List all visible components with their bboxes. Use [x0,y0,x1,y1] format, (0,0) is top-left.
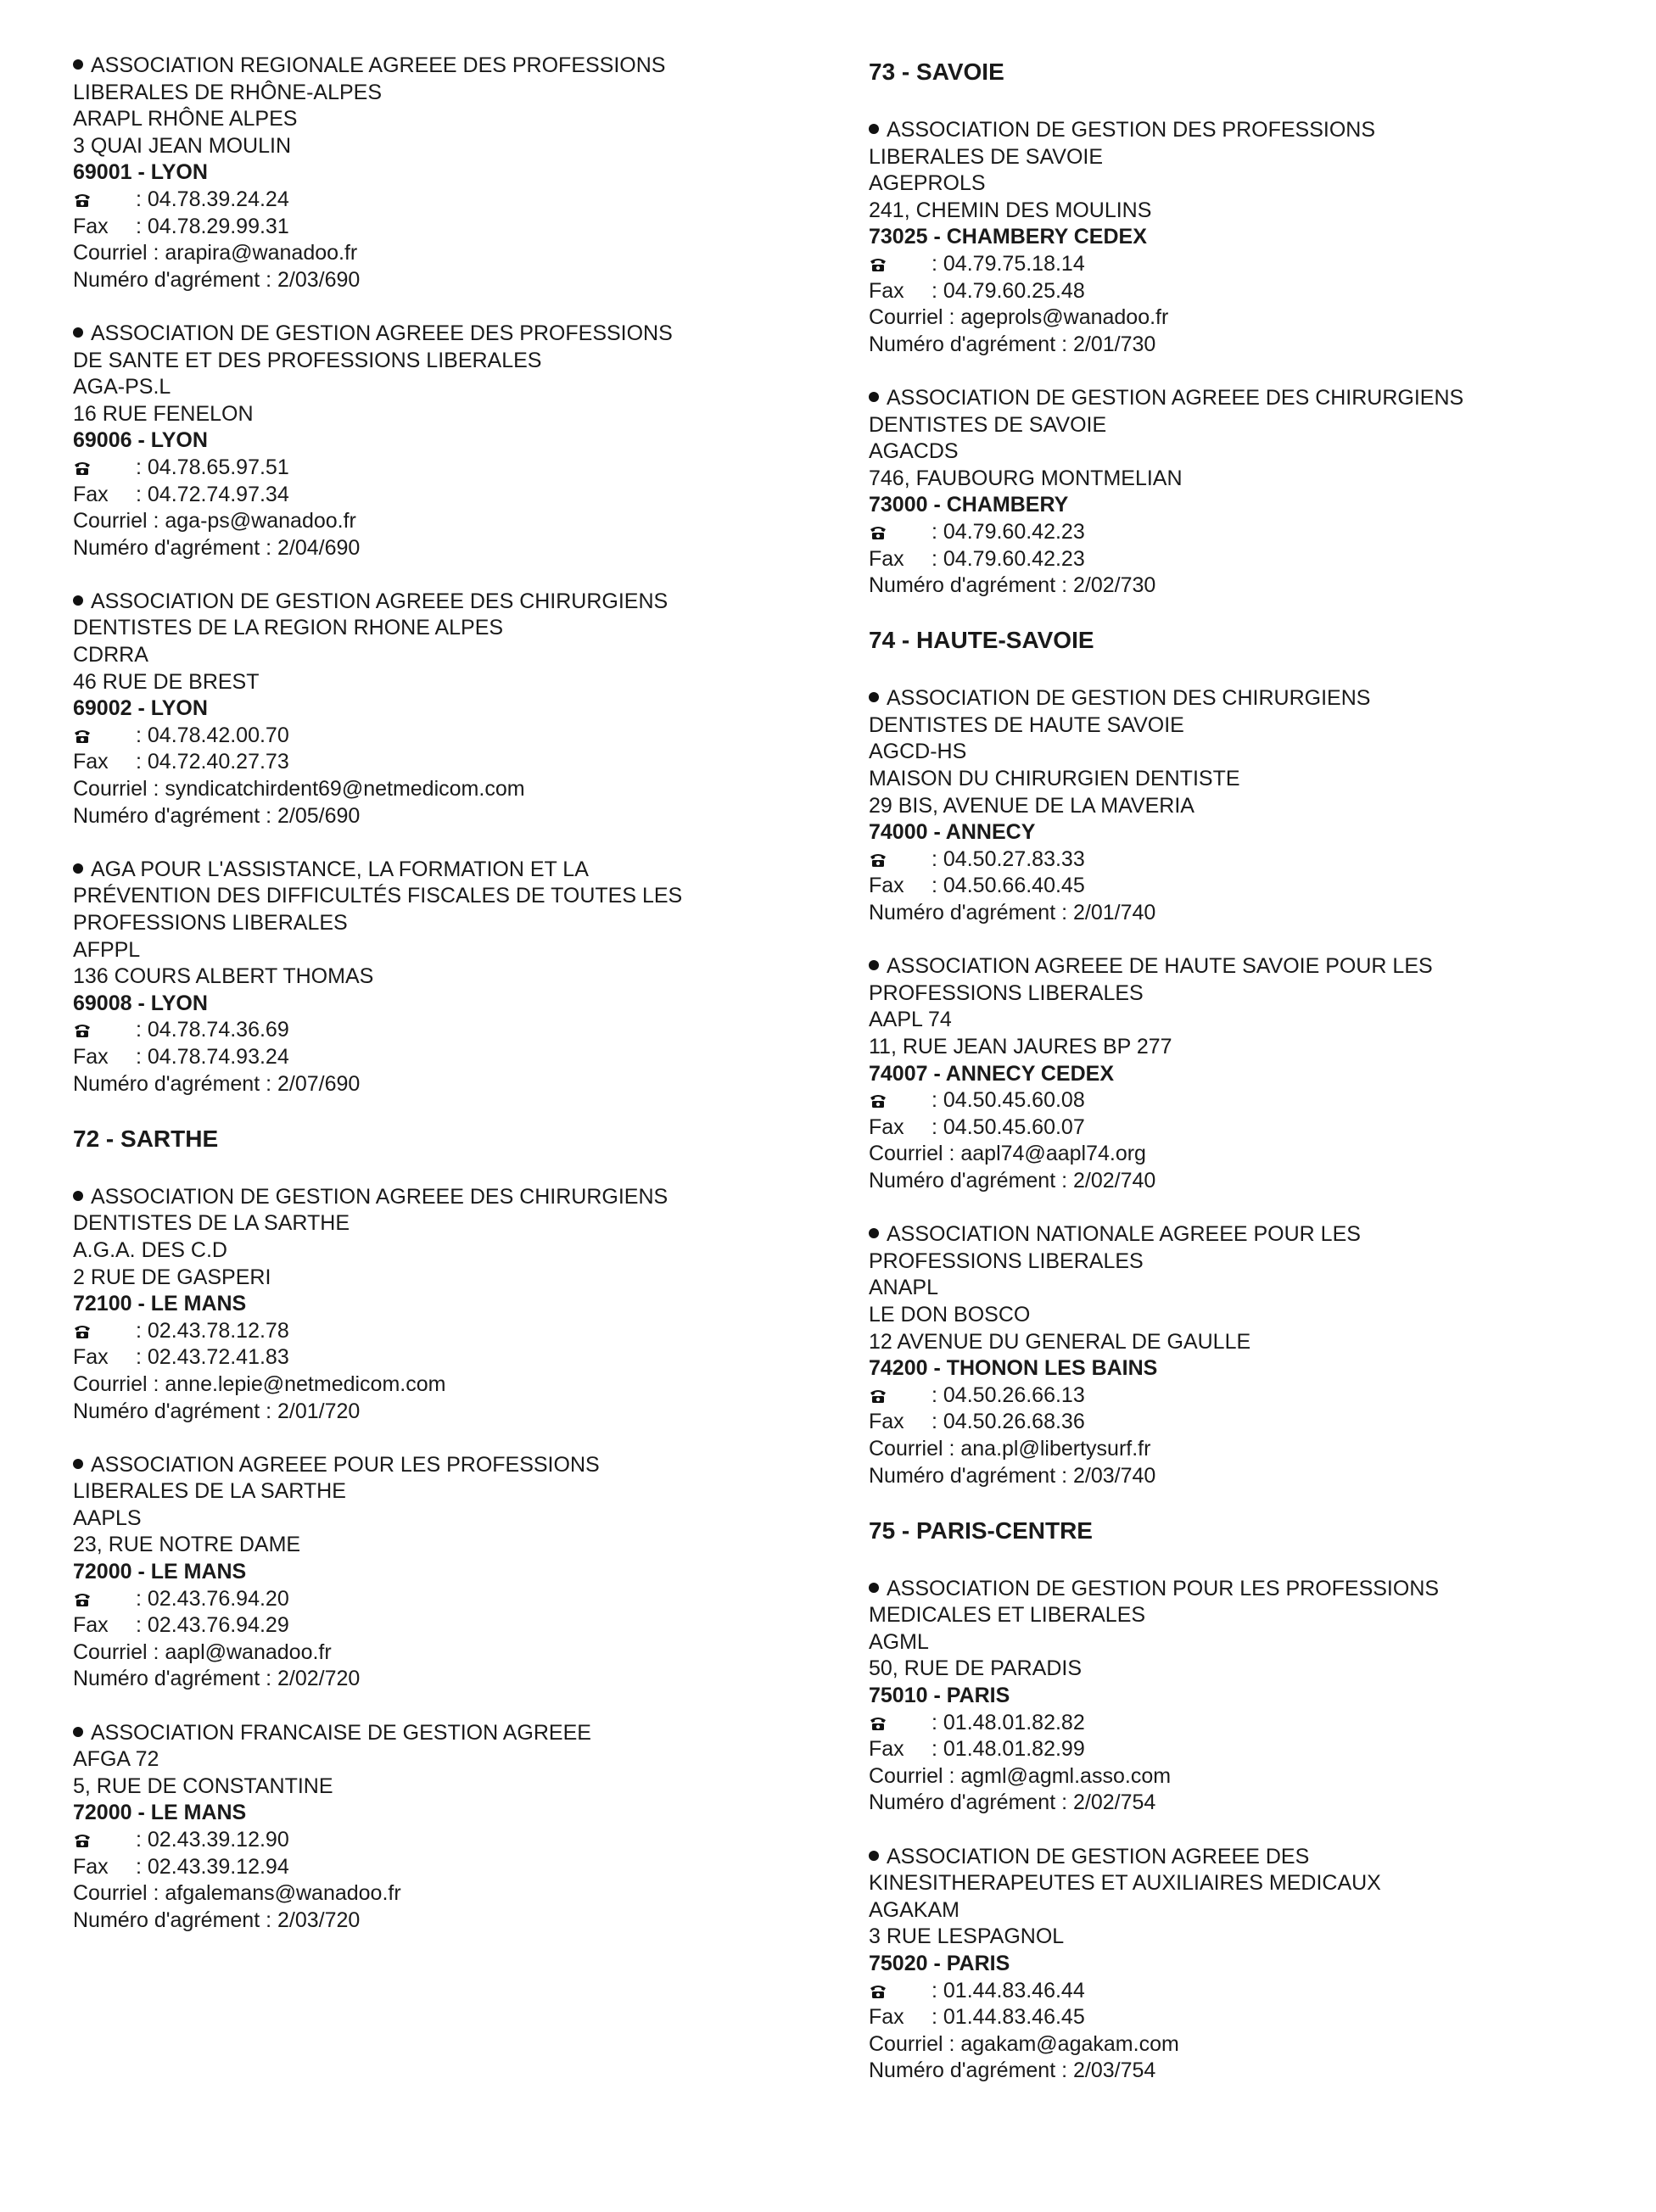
agrement-number: Numéro d'agrément : 2/01/720 [73,1399,361,1423]
email-line[interactable]: Courriel : afgalemans@wanadoo.fr [73,1881,401,1906]
postal-city: 69001 - LYON [73,160,208,185]
fax-line [73,214,820,241]
bullet-icon [869,1851,879,1861]
phone-separator: : [136,723,148,747]
association-name [73,1210,820,1237]
telephone-icon [73,1833,92,1848]
bullet-icon [73,863,83,874]
association-acronym: AFPPL [73,937,141,962]
association-name-text: MEDICALES ET LIBERALES [869,1603,1146,1628]
phone-separator: : [136,1318,148,1343]
phone-line [869,1087,1615,1114]
phone-number: 04.50.26.66.13 [943,1382,1085,1407]
fax-separator: : [932,2005,943,2030]
phone-separator: : [136,1828,148,1852]
section-heading: 74 - HAUTE-SAVOIE [869,627,1094,654]
street-address: LE DON BOSCO [869,1302,1031,1327]
association-name-text: ASSOCIATION DE GESTION AGREEE DES CHIRURGIENS [91,1184,669,1209]
association-name [869,412,1615,439]
association-name [73,1478,820,1505]
fax-number: 02.43.76.94.29 [147,1613,289,1638]
association-name [73,910,820,937]
fax-separator: : [136,1044,148,1069]
fax-number: 04.79.60.42.23 [943,546,1085,571]
association-name-text: ASSOCIATION DE GESTION DES PROFESSIONS [887,118,1376,142]
directory-entry [869,117,1615,358]
fax-separator: : [932,1410,943,1434]
agrement-number: Numéro d'agrément : 2/03/690 [73,267,361,292]
telephone-icon [869,1093,887,1109]
fax-label: Fax [73,214,109,238]
fax-label: Fax [869,546,904,571]
email-line[interactable]: Courriel : agml@agml.asso.com [869,1763,1172,1788]
directory-entry [73,53,820,293]
fax-line [869,2004,1615,2031]
phone-separator: : [932,1382,943,1407]
directory-entry [869,1844,1615,2085]
fax-line [869,546,1615,573]
association-name-text: ASSOCIATION AGREEE POUR LES PROFESSIONS [91,1452,600,1477]
association-acronym: AFGA 72 [73,1747,159,1772]
association-name [73,883,820,910]
bullet-icon [73,595,83,606]
phone-separator: : [932,519,943,544]
fax-separator: : [136,1613,148,1638]
postal-city: 73025 - CHAMBERY CEDEX [869,225,1147,249]
street-address: 16 RUE FENELON [73,401,254,426]
association-acronym: AGAKAM [869,1897,959,1922]
association-acronym: ANAPL [869,1276,938,1300]
fax-line [73,1344,820,1371]
association-name [869,953,1615,980]
association-name [73,348,820,375]
email-line[interactable]: Courriel : aapl@wanadoo.fr [73,1639,332,1664]
directory-entry [869,1576,1615,1817]
telephone-icon [869,1388,887,1404]
association-name-text: ASSOCIATION DE GESTION DES CHIRURGIENS [887,686,1371,711]
telephone-icon [869,852,887,868]
street-address: 2 RUE DE GASPERI [73,1265,271,1289]
association-name [73,53,820,80]
association-name-text: AGA POUR L'ASSISTANCE, LA FORMATION ET LA [91,857,589,881]
association-name [73,1452,820,1479]
section-heading: 73 - SAVOIE [869,59,1004,85]
association-name-text: DENTISTES DE LA SARTHE [73,1211,350,1236]
directory-entry [73,589,820,830]
bullet-icon [869,960,879,970]
phone-line [869,1382,1615,1410]
fax-line [73,1044,820,1071]
association-name [869,685,1615,712]
telephone-icon [869,1984,887,1999]
directory-entry [869,953,1615,1194]
bullet-icon [73,327,83,338]
telephone-icon [73,1023,92,1038]
phone-number: 04.78.39.24.24 [147,187,289,211]
association-name [869,980,1615,1008]
street-address: 746, FAUBOURG MONTMELIAN [869,466,1183,490]
street-address: 11, RUE JEAN JAURES BP 277 [869,1035,1172,1059]
fax-label: Fax [73,482,109,506]
fax-separator: : [932,278,943,303]
phone-line [73,723,820,750]
association-name-text: LIBERALES DE RHÔNE-ALPES [73,80,383,104]
phone-line [869,251,1615,278]
phone-line [73,1586,820,1613]
directory-entry [869,385,1615,600]
email-line[interactable]: Courriel : agakam@agakam.com [869,2031,1179,2056]
directory-entry [73,1184,820,1425]
fax-label: Fax [869,874,904,898]
bullet-icon [869,392,879,402]
association-name-text: PRÉVENTION DES DIFFICULTÉS FISCALES DE TOUTES LES [73,884,683,908]
fax-separator: : [932,1737,943,1762]
association-acronym: AGACDS [869,439,959,464]
association-name [73,321,820,348]
fax-line [73,1854,820,1881]
postal-city: 74200 - THONON LES BAINS [869,1356,1158,1381]
association-name-text: ASSOCIATION DE GESTION AGREEE DES CHIRURGIENS [91,589,669,613]
telephone-icon [73,193,92,208]
fax-label: Fax [869,1737,904,1762]
fax-label: Fax [869,278,904,303]
postal-city: 69006 - LYON [73,428,208,453]
phone-number: 04.79.60.42.23 [943,519,1085,544]
fax-number: 04.79.60.25.48 [943,278,1085,303]
fax-number: 04.78.74.93.24 [147,1044,289,1069]
fax-separator: : [136,1345,148,1370]
street-address: 29 BIS, AVENUE DE LA MAVERIA [869,793,1194,818]
telephone-icon [73,729,92,744]
bullet-icon [869,692,879,702]
fax-separator: : [932,1114,943,1139]
association-name-text: LIBERALES DE LA SARTHE [73,1479,346,1504]
association-name-text: ASSOCIATION DE GESTION AGREEE DES PROFESSIONS [91,321,673,345]
fax-separator: : [136,482,148,506]
bullet-icon [869,124,879,134]
association-name [869,1576,1615,1603]
association-acronym: AGCD-HS [869,740,967,764]
association-name [869,1248,1615,1276]
bullet-icon [73,1191,83,1201]
phone-number: 04.78.74.36.69 [147,1018,289,1042]
phone-separator: : [932,251,943,276]
fax-line [869,278,1615,305]
fax-number: 04.72.40.27.73 [147,750,289,774]
postal-city: 73000 - CHAMBERY [869,493,1069,517]
phone-separator: : [136,1018,148,1042]
bullet-icon [73,1727,83,1737]
email-line[interactable]: Courriel : anne.lepie@netmedicom.com [73,1371,446,1396]
agrement-number: Numéro d'agrément : 2/05/690 [73,803,361,828]
fax-number: 04.72.74.97.34 [147,482,289,506]
bullet-icon [73,1459,83,1469]
agrement-number: Numéro d'agrément : 2/07/690 [73,1071,361,1096]
directory-entry [73,1720,820,1935]
directory-entry [73,1452,820,1693]
phone-number: 04.50.45.60.08 [943,1088,1085,1113]
street-address: 50, RUE DE PARADIS [869,1656,1083,1681]
email-line[interactable]: Courriel : aga-ps@wanadoo.fr [73,509,356,533]
telephone-icon [73,461,92,476]
association-name [869,144,1615,171]
phone-line [869,519,1615,546]
fax-number: 04.50.66.40.45 [943,874,1085,898]
phone-line [73,1017,820,1044]
postal-city: 69002 - LYON [73,696,208,721]
phone-number: 01.48.01.82.82 [943,1710,1085,1734]
fax-label: Fax [73,1854,109,1879]
phone-line [73,187,820,214]
agrement-number: Numéro d'agrément : 2/02/754 [869,1790,1156,1815]
association-acronym: AGML [869,1629,929,1654]
street-address: 46 RUE DE BREST [73,669,260,694]
association-acronym: AAPLS [73,1505,142,1530]
email-line[interactable]: Courriel : arapira@wanadoo.fr [73,241,358,265]
fax-separator: : [136,1854,148,1879]
phone-separator: : [136,187,148,211]
agrement-number: Numéro d'agrément : 2/02/730 [869,573,1156,598]
fax-line [73,482,820,509]
phone-line [73,1318,820,1345]
fax-number: 04.78.29.99.31 [147,214,289,238]
postal-city: 74007 - ANNECY CEDEX [869,1061,1115,1086]
street-address: 5, RUE DE CONSTANTINE [73,1774,333,1798]
association-acronym: AGEPROLS [869,171,986,196]
phone-number: 02.43.78.12.78 [147,1318,289,1343]
fax-label: Fax [869,2005,904,2030]
fax-separator: : [932,874,943,898]
directory-entry [869,1221,1615,1489]
fax-separator: : [136,214,148,238]
fax-label: Fax [869,1410,904,1434]
fax-separator: : [136,750,148,774]
association-name [869,1221,1615,1248]
phone-line [869,846,1615,874]
phone-line [869,1710,1615,1737]
fax-label: Fax [73,1345,109,1370]
fax-line [869,1736,1615,1763]
association-name-text: ASSOCIATION REGIONALE AGREEE DES PROFESSIONS [91,53,666,77]
association-name-text: ASSOCIATION AGREEE DE HAUTE SAVOIE POUR LES [887,954,1433,979]
association-name [869,117,1615,144]
bullet-icon [73,59,83,70]
street-address: 23, RUE NOTRE DAME [73,1533,301,1557]
directory-entry [869,685,1615,926]
email-line[interactable]: Courriel : syndicatchirdent69@netmedicom.com [73,777,525,802]
fax-number: 02.43.72.41.83 [147,1345,289,1370]
association-acronym: A.G.A. DES C.D [73,1237,227,1262]
phone-separator: : [136,455,148,479]
phone-number: 02.43.39.12.90 [147,1828,289,1852]
phone-number: 04.50.27.83.33 [943,846,1085,871]
association-name [869,385,1615,412]
phone-separator: : [932,1710,943,1734]
agrement-number: Numéro d'agrément : 2/01/740 [869,901,1156,925]
fax-label: Fax [869,1114,904,1139]
email-line[interactable]: Courriel : aapl74@aapl74.org [869,1142,1146,1166]
agrement-number: Numéro d'agrément : 2/03/720 [73,1908,361,1932]
fax-number: 01.44.83.46.45 [943,2005,1085,2030]
fax-number: 04.50.45.60.07 [943,1114,1085,1139]
association-name-text: DENTISTES DE HAUTE SAVOIE [869,712,1184,737]
phone-number: 02.43.76.94.20 [147,1586,289,1611]
association-name [73,80,820,107]
phone-separator: : [932,846,943,871]
agrement-number: Numéro d'agrément : 2/03/740 [869,1463,1156,1488]
fax-label: Fax [73,1044,109,1069]
association-name-text: PROFESSIONS LIBERALES [869,980,1144,1005]
right-column [869,53,1615,2112]
phone-line [73,455,820,482]
association-name-text: ASSOCIATION NATIONALE AGREEE POUR LES [887,1222,1361,1247]
agrement-number: Numéro d'agrément : 2/01/730 [869,332,1156,356]
fax-separator: : [932,546,943,571]
street-address: 3 QUAI JEAN MOULIN [73,133,291,158]
postal-city: 75020 - PARIS [869,1952,1010,1975]
phone-number: 04.79.75.18.14 [943,251,1085,276]
association-name [869,1870,1615,1897]
postal-city: 72100 - LE MANS [73,1292,247,1316]
postal-city: 72000 - LE MANS [73,1560,247,1584]
directory-entry [73,857,820,1098]
association-name-text: DENTISTES DE LA REGION RHONE ALPES [73,616,504,640]
phone-number: 01.44.83.46.44 [943,1978,1085,2003]
postal-city: 74000 - ANNECY [869,820,1036,845]
fax-line [869,1114,1615,1142]
fax-number: 04.50.26.68.36 [943,1410,1085,1434]
association-name-text: LIBERALES DE SAVOIE [869,144,1104,169]
association-name-text: ASSOCIATION DE GESTION AGREEE DES [887,1844,1310,1868]
association-name-text: ASSOCIATION DE GESTION POUR LES PROFESSIONS [887,1576,1440,1600]
email-line[interactable]: Courriel : ana.pl@libertysurf.fr [869,1436,1151,1461]
telephone-icon [869,257,887,272]
section-heading: 75 - PARIS-CENTRE [869,1517,1093,1544]
postal-city: 69008 - LYON [73,991,208,1015]
association-acronym: AAPL 74 [869,1008,952,1032]
phone-number: 04.78.65.97.51 [147,455,289,479]
association-name [73,589,820,616]
fax-line [73,1612,820,1639]
street-address: 136 COURS ALBERT THOMAS [73,964,374,989]
postal-city: 75010 - PARIS [869,1684,1010,1708]
association-name [869,1844,1615,1871]
phone-line [73,1827,820,1854]
phone-separator: : [932,1978,943,2003]
left-column [73,53,820,1961]
street-address: 12 AVENUE DU GENERAL DE GAULLE [869,1329,1251,1354]
phone-number: 04.78.42.00.70 [147,723,289,747]
association-name-text: DENTISTES DE SAVOIE [869,412,1107,437]
association-name [73,1720,820,1747]
street-address: MAISON DU CHIRURGIEN DENTISTE [869,767,1240,791]
fax-line [869,1409,1615,1436]
telephone-icon [73,1592,92,1607]
postal-city: 72000 - LE MANS [73,1801,247,1825]
telephone-icon [869,525,887,540]
agrement-number: Numéro d'agrément : 2/04/690 [73,535,361,560]
bullet-icon [869,1583,879,1593]
street-address: 241, CHEMIN DES MOULINS [869,198,1152,222]
phone-line [869,1978,1615,2005]
telephone-icon [869,1716,887,1731]
fax-number: 02.43.39.12.94 [147,1854,289,1879]
agrement-number: Numéro d'agrément : 2/02/720 [73,1667,361,1691]
telephone-icon [73,1324,92,1339]
street-address: 3 RUE LESPAGNOL [869,1924,1065,1949]
association-name-text: KINESITHERAPEUTES ET AUXILIAIRES MEDICAUX [869,1871,1381,1896]
bullet-icon [869,1228,879,1238]
fax-line [869,873,1615,900]
association-name-text: PROFESSIONS LIBERALES [73,911,348,935]
association-name [73,1184,820,1211]
association-name-text: DE SANTE ET DES PROFESSIONS LIBERALES [73,348,542,372]
agrement-number: Numéro d'agrément : 2/03/754 [869,2058,1156,2083]
association-name-text: ASSOCIATION FRANCAISE DE GESTION AGREEE [91,1720,591,1745]
association-name-text: PROFESSIONS LIBERALES [869,1248,1144,1273]
directory-entry [73,321,820,561]
fax-label: Fax [73,1613,109,1638]
association-acronym: AGA-PS.L [73,375,171,399]
association-name [869,712,1615,740]
agrement-number: Numéro d'agrément : 2/02/740 [869,1168,1156,1193]
association-name [73,615,820,642]
fax-number: 01.48.01.82.99 [943,1737,1085,1762]
phone-separator: : [932,1088,943,1113]
association-acronym: ARAPL RHÔNE ALPES [73,107,298,131]
association-acronym: CDRRA [73,643,148,668]
phone-separator: : [136,1586,148,1611]
email-line[interactable]: Courriel : ageprols@wanadoo.fr [869,305,1169,330]
fax-line [73,749,820,776]
association-name [73,857,820,884]
association-name [869,1602,1615,1629]
fax-label: Fax [73,750,109,774]
section-heading: 72 - SARTHE [73,1125,219,1152]
association-name-text: ASSOCIATION DE GESTION AGREEE DES CHIRURGIENS [887,385,1464,410]
